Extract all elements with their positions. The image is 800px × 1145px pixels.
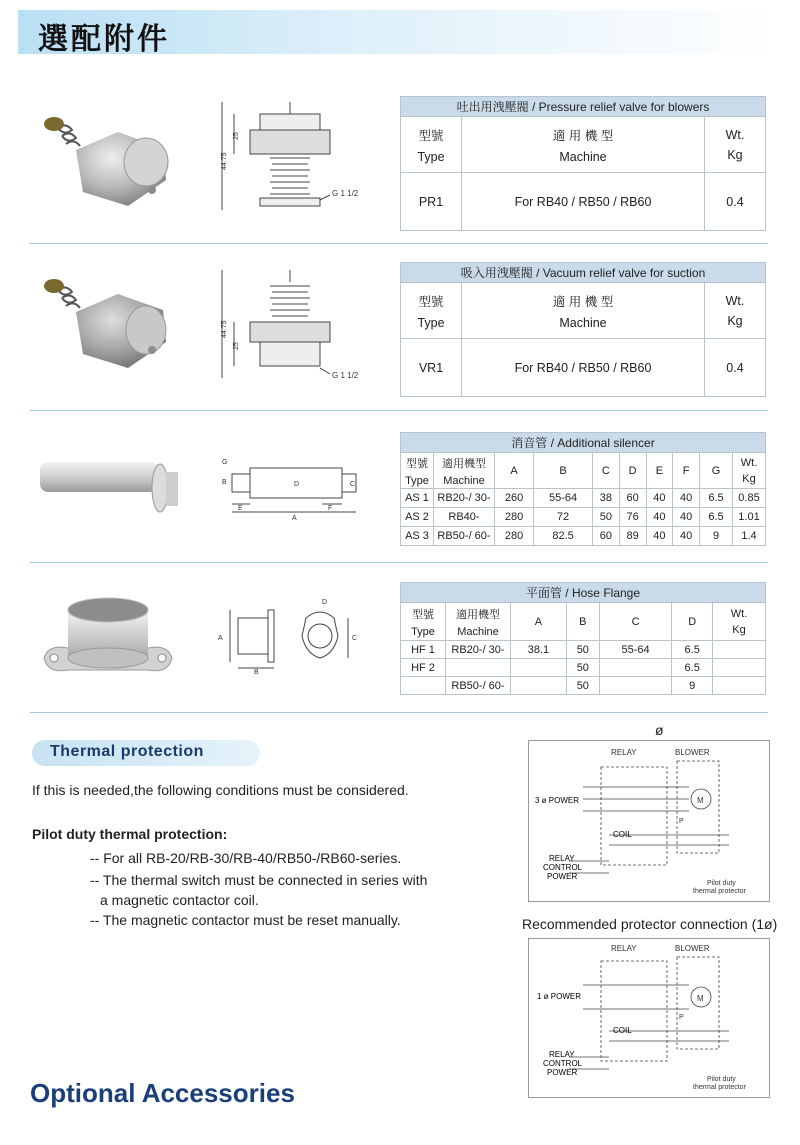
table-cell: RB50-/ 60-: [446, 677, 511, 695]
pr-col-machine-cn: 適 用 機 型: [552, 128, 614, 143]
silencer-dim-b: B: [222, 479, 227, 486]
diagram1-ctrl3: POWER: [547, 872, 578, 881]
table-cell: [511, 659, 567, 677]
table-cell: 40: [646, 489, 673, 508]
table-cell: HF 1: [401, 641, 446, 659]
diagram1-motor: M: [697, 796, 704, 805]
section-divider: [30, 243, 768, 244]
silencer-dim-d: D: [294, 481, 300, 488]
table-cell: 76: [619, 508, 646, 527]
silencer-drawing: [210, 452, 370, 522]
table-cell: 50: [566, 677, 599, 695]
vr-col-type-en: Type: [417, 315, 445, 330]
table-cell: 9: [700, 527, 733, 546]
table-cell: 280: [495, 527, 534, 546]
table-cell: AS 2: [401, 508, 434, 527]
table-cell: 6.5: [700, 508, 733, 527]
table-cell: 260: [495, 489, 534, 508]
hose-col-a: A: [511, 603, 567, 641]
hose-flange-photo: [38, 592, 178, 692]
pr-dim-1: 25: [233, 132, 240, 140]
table-cell: 82.5: [534, 527, 593, 546]
pr-col-wt: Wt.: [725, 127, 745, 142]
thermal-bullet-3: a magnetic contactor coil.: [100, 892, 259, 908]
silencer-col-a: A: [495, 453, 534, 489]
vr-spec-table: [400, 262, 766, 397]
hose-col-b: B: [566, 603, 599, 641]
vr-col-machine-en: Machine: [559, 315, 607, 330]
vr-dim-1: 44.75: [221, 320, 228, 338]
table-cell: 280: [495, 508, 534, 527]
table-cell: 60: [619, 489, 646, 508]
hose-h-mach-cn: 適用機型: [456, 608, 500, 621]
diagram2-ctrl3: POWER: [547, 1068, 578, 1077]
diagram1-pilot1: Pilot duty: [707, 880, 736, 887]
pr-col-type-en: Type: [417, 149, 445, 164]
diagram2-coil: COIL: [613, 1026, 632, 1035]
hose-h-type-en: Type: [411, 625, 435, 638]
vr-col-kg: Kg: [727, 313, 743, 328]
hose-col-d: D: [672, 603, 713, 641]
diagram2-motor: M: [697, 994, 704, 1003]
thermal-bullet-2: -- The thermal switch must be connected in series with: [90, 872, 428, 888]
silencer-col-f: F: [673, 453, 700, 489]
table-cell: 6.5: [700, 489, 733, 508]
section-divider: [30, 562, 768, 563]
pr-col-machine-en: Machine: [559, 149, 607, 164]
vr-thread-label: G 1 1/2: [332, 371, 359, 380]
pr-table-caption: 吐出用洩壓閥 / Pressure relief valve for blowers: [401, 97, 766, 117]
table-cell: 1.4: [733, 527, 766, 546]
silencer-table-caption: 消音管 / Additional silencer: [401, 433, 766, 453]
table-cell: RB40-: [434, 508, 495, 527]
table-cell: 0.85: [733, 489, 766, 508]
silencer-dim-g: G: [222, 459, 228, 466]
silencer-h-type-cn: 型號: [406, 457, 428, 470]
vr-col-wt: Wt.: [725, 293, 745, 308]
table-cell: 50: [566, 641, 599, 659]
table-cell: [599, 659, 672, 677]
hose-col-c: C: [599, 603, 672, 641]
table-cell: 89: [619, 527, 646, 546]
hose-h-mach-en: Machine: [457, 625, 499, 638]
silencer-col-b: B: [534, 453, 593, 489]
table-cell: 38: [592, 489, 619, 508]
table-cell: 38.1: [511, 641, 567, 659]
table-row: [401, 641, 766, 659]
vr-col-type-cn: 型號: [418, 294, 444, 309]
table-cell: 72: [534, 508, 593, 527]
diagram1-ctrl2: CONTROL: [543, 863, 583, 872]
pr-col-type-cn: 型號: [418, 128, 444, 143]
diagram2-pilot2: thermal protector: [693, 1084, 746, 1091]
hose-h-type-cn: 型號: [412, 608, 434, 621]
hose-dim-b: B: [254, 669, 259, 676]
table-row: [401, 508, 766, 527]
table-cell: 50: [592, 508, 619, 527]
pr-valve-photo: [38, 110, 178, 215]
diagram2-caption: Recommended protector connection (1ø): [522, 916, 778, 932]
diagram2-ctrl2: CONTROL: [543, 1059, 583, 1068]
table-cell: [713, 677, 766, 695]
silencer-dim-c: C: [350, 481, 356, 488]
table-cell: 50: [566, 659, 599, 677]
table-cell: AS 3: [401, 527, 434, 546]
diagram1-top-symbol: ø: [655, 722, 664, 738]
diagram2-p: P: [679, 1014, 684, 1021]
diagram2-power: 1 ø POWER: [537, 992, 582, 1001]
silencer-h-mach-en: Machine: [443, 474, 485, 487]
vr-dim-2: 25: [233, 342, 240, 350]
table-cell: 60: [592, 527, 619, 546]
section-divider: [30, 410, 768, 411]
table-cell: RB20-/ 30-: [446, 641, 511, 659]
footer-title: Optional Accessories: [30, 1078, 295, 1108]
diagram1-p: P: [679, 818, 684, 825]
diagram1-power: 3 ø POWER: [535, 796, 580, 805]
thermal-title: Thermal protection: [50, 743, 204, 760]
hose-h-wt: Wt.: [730, 607, 748, 620]
hose-table-caption: 平面管 / Hose Flange: [401, 583, 766, 603]
pr-valve-drawing: [210, 100, 370, 220]
table-cell: [446, 659, 511, 677]
vr-row-wt: 0.4: [705, 339, 766, 397]
table-cell: RB20-/ 30-: [434, 489, 495, 508]
pr-thread-label: G 1 1/2: [332, 189, 359, 198]
silencer-dim-f: F: [328, 505, 333, 512]
thermal-intro: If this is needed,the following conditions must be considered.: [32, 782, 409, 798]
vr-table-caption: 吸入用洩壓閥 / Vacuum relief valve for suction: [401, 263, 766, 283]
vr-row-type: VR1: [401, 339, 462, 397]
page-title: 選配附件: [38, 22, 170, 57]
silencer-col-e: E: [646, 453, 673, 489]
diagram1-blower: BLOWER: [675, 748, 710, 757]
table-cell: [511, 677, 567, 695]
table-row: [401, 489, 766, 508]
table-cell: 40: [673, 508, 700, 527]
vr-valve-photo: [38, 272, 178, 377]
table-cell: [401, 677, 446, 695]
silencer-h-mach-cn: 適用機型: [442, 457, 486, 470]
table-cell: 1.01: [733, 508, 766, 527]
thermal-bullet-1: -- For all RB-20/RB-30/RB-40/RB50-/RB60-series.: [90, 850, 402, 866]
hose-dim-a: A: [218, 635, 223, 642]
table-cell: 6.5: [672, 641, 713, 659]
hose-flange-drawing: [210, 596, 370, 676]
vr-col-machine-cn: 適 用 機 型: [552, 294, 614, 309]
pr-row-type: PR1: [401, 173, 462, 231]
section-divider: [30, 712, 768, 713]
table-row: [401, 659, 766, 677]
diagram2-ctrl1: RELAY: [549, 1050, 575, 1059]
silencer-col-d: D: [619, 453, 646, 489]
table-cell: [713, 659, 766, 677]
hose-dim-d: D: [322, 599, 328, 606]
silencer-h-type-en: Type: [405, 474, 429, 487]
table-cell: RB50-/ 60-: [434, 527, 495, 546]
table-cell: 9: [672, 677, 713, 695]
diagram1-coil: COIL: [613, 830, 632, 839]
vr-row-machine: For RB40 / RB50 / RB60: [462, 339, 705, 397]
thermal-bullet-4: -- The magnetic contactor must be reset manually.: [90, 912, 401, 928]
silencer-col-g: G: [700, 453, 733, 489]
thermal-subtitle: Pilot duty thermal protection:: [32, 826, 228, 842]
diagram2-relay: RELAY: [611, 944, 637, 953]
pr-dim-2: 44.75: [221, 152, 228, 170]
silencer-col-c: C: [592, 453, 619, 489]
pr-row-machine: For RB40 / RB50 / RB60: [462, 173, 705, 231]
table-cell: HF 2: [401, 659, 446, 677]
silencer-dim-e: E: [238, 505, 243, 512]
table-row: [401, 677, 766, 695]
wiring-diagram-3phase: [528, 740, 770, 902]
diagram2-pilot1: Pilot duty: [707, 1076, 736, 1083]
diagram1-ctrl1: RELAY: [549, 854, 575, 863]
hose-spec-table: [400, 582, 766, 695]
table-cell: AS 1: [401, 489, 434, 508]
silencer-h-kg: Kg: [742, 472, 756, 485]
diagram1-relay: RELAY: [611, 748, 637, 757]
pr-row-wt: 0.4: [705, 173, 766, 231]
pr-spec-table: [400, 96, 766, 231]
table-cell: 40: [646, 527, 673, 546]
diagram2-blower: BLOWER: [675, 944, 710, 953]
table-cell: 40: [646, 508, 673, 527]
table-cell: 55-64: [599, 641, 672, 659]
silencer-h-wt: Wt.: [740, 456, 758, 469]
table-cell: [599, 677, 672, 695]
silencer-spec-table: [400, 432, 766, 546]
table-cell: 6.5: [672, 659, 713, 677]
table-row: [401, 527, 766, 546]
hose-dim-c: C: [352, 635, 358, 642]
silencer-dim-a: A: [292, 515, 297, 522]
silencer-photo: [30, 450, 180, 520]
table-cell: 40: [673, 489, 700, 508]
diagram1-pilot2: thermal protector: [693, 888, 746, 895]
pr-col-kg: Kg: [727, 147, 743, 162]
vr-valve-drawing: [210, 268, 370, 388]
table-cell: 40: [673, 527, 700, 546]
hose-h-kg: Kg: [732, 623, 746, 636]
wiring-diagram-1phase: [528, 938, 770, 1098]
table-cell: 55-64: [534, 489, 593, 508]
table-cell: [713, 641, 766, 659]
